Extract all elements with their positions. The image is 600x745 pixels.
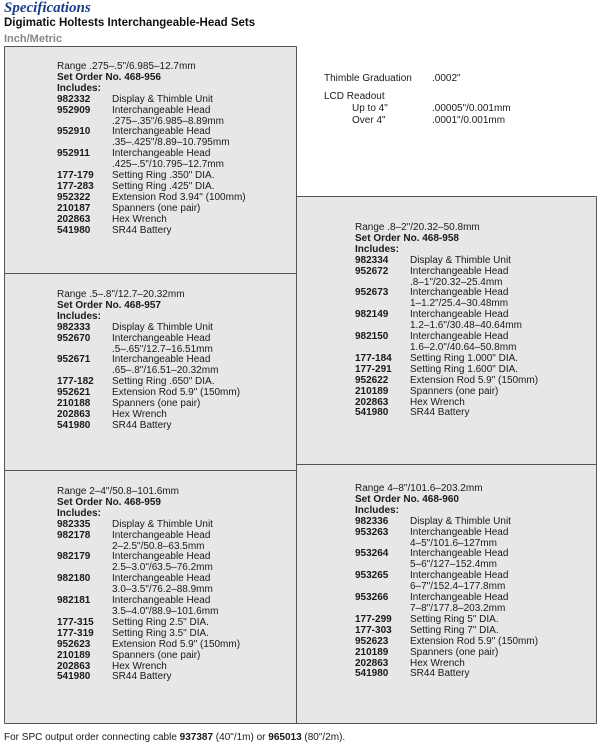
list-item — [355, 332, 591, 354]
list-item — [355, 376, 591, 387]
part-number: 952910 — [57, 126, 91, 138]
set-range: Range .8–2"/20.32–50.8mm — [355, 222, 480, 233]
description-line: .5–.65"/12.7–16.51mm — [112, 343, 213, 355]
set-468-957 — [57, 290, 293, 432]
description-line: Display & Thimble Unit — [410, 515, 511, 527]
description-line: .65–.8"/16.51–20.32mm — [112, 365, 219, 377]
list-item — [57, 355, 293, 377]
lcd-value: .00005"/0.001mm — [432, 103, 511, 114]
part-number: 202863 — [57, 660, 91, 672]
description-line: Interchangeable Head — [112, 126, 211, 138]
lcd-value: .0001"/0.001mm — [432, 115, 506, 126]
description-line: Setting Ring .350" DIA. — [112, 170, 215, 182]
part-description — [112, 651, 293, 662]
part-number: 982178 — [57, 529, 91, 541]
description-line: Interchangeable Head — [410, 570, 509, 582]
list-item — [57, 672, 293, 683]
part-description — [112, 640, 293, 651]
set-range: Range 4–8"/101.6–203.2mm — [355, 483, 483, 494]
part-description — [112, 127, 293, 149]
cable-part-1: 937387 — [179, 732, 214, 743]
part-number: 177-283 — [57, 180, 94, 192]
description-line: SR44 Battery — [410, 407, 470, 419]
set-order-number: Set Order No. 468-958 — [355, 232, 459, 244]
part-number: 982335 — [57, 518, 91, 530]
part-description — [410, 669, 591, 680]
part-description — [410, 332, 591, 354]
description-line: Setting Ring 5" DIA. — [410, 613, 499, 625]
part-number: 210189 — [355, 385, 389, 397]
description-line: Display & Thimble Unit — [410, 254, 511, 266]
part-number: 210187 — [57, 202, 91, 214]
set-468-956 — [57, 62, 293, 237]
includes-label: Includes: — [57, 507, 101, 519]
part-number: 953264 — [355, 548, 389, 560]
part-number: 177-179 — [57, 170, 94, 182]
description-line: .425–.5"/10.795–12.7mm — [112, 159, 224, 171]
list-item — [57, 215, 293, 226]
part-number: 982149 — [355, 309, 389, 321]
list-item — [57, 574, 293, 596]
list-item — [57, 531, 293, 553]
part-description — [112, 106, 293, 128]
description-line: Interchangeable Head — [112, 148, 211, 160]
description-line: Setting Ring 2.5" DIA. — [112, 616, 209, 628]
list-item — [57, 651, 293, 662]
units-label: Inch/Metric — [4, 33, 63, 45]
description-line: Setting Ring 1.000" DIA. — [410, 352, 519, 364]
description-line: SR44 Battery — [112, 419, 172, 431]
description-line: Hex Wrench — [112, 660, 167, 672]
part-number: 541980 — [355, 407, 389, 419]
list-item — [355, 267, 591, 289]
description-line: 1.2–1.6"/30.48–40.64mm — [410, 320, 522, 332]
description-line: 5–6"/127–152.4mm — [410, 559, 497, 571]
part-description — [410, 549, 591, 571]
part-number: 541980 — [57, 671, 91, 683]
set-468-960 — [355, 484, 591, 680]
part-number: 952670 — [57, 332, 91, 344]
part-number: 177-291 — [355, 363, 392, 375]
set-468-958 — [355, 223, 591, 419]
part-description — [112, 149, 293, 171]
description-line: 2–2.5"/50.8–63.5mm — [112, 540, 205, 552]
description-line: SR44 Battery — [112, 224, 172, 236]
footnote — [4, 732, 345, 743]
description-line: 4–5"/101.6–127mm — [410, 537, 497, 549]
part-number: 177-182 — [57, 376, 94, 388]
set-order-number: Set Order No. 468-960 — [355, 493, 459, 505]
includes-label: Includes: — [57, 82, 101, 94]
part-number: 202863 — [57, 408, 91, 420]
part-description — [112, 334, 293, 356]
part-number: 982179 — [57, 551, 91, 563]
part-description — [410, 376, 591, 387]
part-description — [112, 95, 293, 106]
footnote-text: (80"/2m). — [301, 732, 346, 743]
part-description — [112, 552, 293, 574]
part-number: 177-319 — [57, 627, 94, 639]
part-number: 952623 — [57, 638, 91, 650]
description-line: Setting Ring 7" DIA. — [410, 624, 499, 636]
list-item — [355, 571, 591, 593]
description-line: Display & Thimble Unit — [112, 321, 213, 333]
part-description — [410, 648, 591, 659]
list-item — [57, 323, 293, 334]
list-item — [57, 334, 293, 356]
part-description — [112, 574, 293, 596]
footnote-text: (40"/1m) or — [213, 732, 269, 743]
description-line: Extension Rod 5.9" (150mm) — [112, 387, 241, 399]
description-line: Spanners (one pair) — [410, 646, 499, 658]
list-item — [57, 127, 293, 149]
part-description — [410, 288, 591, 310]
description-line: Hex Wrench — [112, 408, 167, 420]
page-title: Specifications — [4, 0, 91, 16]
description-line: Setting Ring .650" DIA. — [112, 376, 215, 388]
list-item — [57, 552, 293, 574]
part-number: 982334 — [355, 254, 389, 266]
list-item — [57, 662, 293, 673]
set-order-number: Set Order No. 468-956 — [57, 71, 161, 83]
list-item — [355, 517, 591, 528]
part-number: 952322 — [57, 191, 91, 203]
part-number: 982332 — [57, 93, 91, 105]
list-item — [57, 95, 293, 106]
thimble-label: Thimble Graduation — [324, 73, 412, 84]
lcd-sublabel: Up to 4" — [352, 103, 388, 114]
part-number: 177-303 — [355, 624, 392, 636]
cable-part-2: 965013 — [268, 732, 302, 743]
description-line: Spanners (one pair) — [112, 398, 201, 410]
specifications-block — [324, 73, 511, 127]
description-line: Setting Ring 3.5" DIA. — [112, 627, 209, 639]
lcd-sublabel: Over 4" — [352, 115, 386, 126]
part-number: 177-315 — [57, 616, 94, 628]
part-number: 982180 — [57, 573, 91, 585]
description-line: 6–7"/152.4–177.8mm — [410, 581, 506, 593]
description-line: Hex Wrench — [112, 213, 167, 225]
part-description — [112, 226, 293, 237]
footnote-text: For SPC output order connecting cable — [4, 732, 180, 743]
description-line: Interchangeable Head — [410, 331, 509, 343]
list-item — [355, 659, 591, 670]
description-line: Extension Rod 3.94" (100mm) — [112, 191, 246, 203]
part-number: 952673 — [355, 287, 389, 299]
list-item — [57, 421, 293, 432]
list-item — [57, 640, 293, 651]
part-number: 953265 — [355, 570, 389, 582]
description-line: Spanners (one pair) — [112, 202, 201, 214]
description-line: 2.5–3.0"/63.5–76.2mm — [112, 562, 213, 574]
list-item — [355, 398, 591, 409]
description-line: Interchangeable Head — [410, 287, 509, 299]
description-line: Extension Rod 5.9" (150mm) — [410, 635, 539, 647]
set-range: Range .5–.8"/12.7–20.32mm — [57, 289, 185, 300]
list-item — [355, 310, 591, 332]
list-item — [57, 149, 293, 171]
product-heading: Digimatic Holtests Interchangeable-Head Sets — [4, 17, 256, 29]
description-line: Interchangeable Head — [410, 548, 509, 560]
list-item — [57, 204, 293, 215]
description-line: Interchangeable Head — [410, 265, 509, 277]
includes-label: Includes: — [355, 243, 399, 255]
description-line: .8–1"/20.32–25.4mm — [410, 276, 503, 288]
list-item — [355, 528, 591, 550]
lcd-row-up-to-4 — [324, 103, 511, 115]
part-description — [410, 267, 591, 289]
part-number: 982333 — [57, 321, 91, 333]
part-description — [410, 637, 591, 648]
description-line: Interchangeable Head — [410, 526, 509, 538]
list-item — [355, 408, 591, 419]
lcd-label: LCD Readout — [324, 91, 385, 102]
part-description — [112, 596, 293, 618]
description-line: Interchangeable Head — [112, 573, 211, 585]
part-number: 952911 — [57, 148, 90, 160]
description-line: Interchangeable Head — [112, 104, 211, 116]
list-item — [355, 669, 591, 680]
part-description — [112, 355, 293, 377]
description-line: .275–.35"/6.985–8.89mm — [112, 115, 224, 127]
description-line: SR44 Battery — [112, 671, 172, 683]
part-number: 953263 — [355, 526, 389, 538]
part-number: 177-184 — [355, 352, 392, 364]
part-number: 982336 — [355, 515, 389, 527]
part-number: 202863 — [57, 213, 91, 225]
part-description — [410, 571, 591, 593]
part-description — [112, 672, 293, 683]
description-line: 7–8"/177.8–203.2mm — [410, 602, 506, 614]
part-number: 202863 — [355, 657, 389, 669]
description-line: Spanners (one pair) — [112, 649, 201, 661]
description-line: Interchangeable Head — [112, 595, 211, 607]
part-description — [112, 421, 293, 432]
description-line: Interchangeable Head — [112, 354, 211, 366]
description-line: Display & Thimble Unit — [112, 518, 213, 530]
includes-label: Includes: — [57, 310, 101, 322]
set-468-959 — [57, 487, 293, 683]
part-description — [410, 256, 591, 267]
description-line: Interchangeable Head — [112, 551, 211, 563]
description-line: 3.5–4.0"/88.9–101.6mm — [112, 605, 219, 617]
part-description — [410, 387, 591, 398]
part-number: 952671 — [57, 354, 91, 366]
part-number: 982150 — [355, 331, 389, 343]
description-line: 1.6–2.0"/40.64–50.8mm — [410, 341, 517, 353]
part-description — [112, 531, 293, 553]
part-number: 202863 — [355, 396, 389, 408]
part-number: 952621 — [57, 387, 91, 399]
set-range: Range .275–.5"/6.985–12.7mm — [57, 61, 196, 72]
list-item — [355, 549, 591, 571]
part-description — [410, 517, 591, 528]
part-description — [112, 520, 293, 531]
part-description — [410, 593, 591, 615]
list-item — [355, 256, 591, 267]
list-item — [355, 637, 591, 648]
list-item — [57, 410, 293, 421]
description-line: Hex Wrench — [410, 396, 465, 408]
description-line: Interchangeable Head — [112, 332, 211, 344]
list-item — [57, 596, 293, 618]
description-line: Extension Rod 5.9" (150mm) — [410, 374, 539, 386]
description-line: 1–1.2"/25.4–30.48mm — [410, 298, 509, 310]
part-description — [112, 323, 293, 334]
set-order-number: Set Order No. 468-957 — [57, 299, 161, 311]
list-item — [57, 399, 293, 410]
set-order-number: Set Order No. 468-959 — [57, 496, 161, 508]
part-description — [112, 215, 293, 226]
part-number: 541980 — [57, 224, 91, 236]
description-line: Setting Ring .425" DIA. — [112, 180, 215, 192]
part-description — [410, 408, 591, 419]
description-line: Extension Rod 5.9" (150mm) — [112, 638, 241, 650]
list-item — [355, 593, 591, 615]
part-description — [410, 528, 591, 550]
list-item — [57, 226, 293, 237]
list-item — [355, 387, 591, 398]
includes-label: Includes: — [355, 504, 399, 516]
list-item — [355, 648, 591, 659]
lcd-row — [324, 91, 511, 103]
part-number: 210189 — [355, 646, 389, 658]
thimble-value: .0002" — [432, 73, 461, 84]
description-line: .35–.425"/8.89–10.795mm — [112, 137, 230, 149]
description-line: Interchangeable Head — [410, 592, 509, 604]
thimble-row — [324, 73, 511, 85]
part-number: 210189 — [57, 649, 91, 661]
lcd-row-over-4 — [324, 115, 511, 127]
description-line: Setting Ring 1.600" DIA. — [410, 363, 519, 375]
part-number: 177-299 — [355, 613, 392, 625]
part-number: 982181 — [57, 595, 91, 607]
part-number: 210188 — [57, 398, 91, 410]
description-line: Spanners (one pair) — [410, 385, 499, 397]
list-item — [355, 288, 591, 310]
description-line: Hex Wrench — [410, 657, 465, 669]
description-line: Display & Thimble Unit — [112, 93, 213, 105]
description-line: Interchangeable Head — [112, 529, 211, 541]
part-number: 953266 — [355, 592, 389, 604]
part-number: 541980 — [355, 668, 389, 680]
description-line: Interchangeable Head — [410, 309, 509, 321]
part-description — [410, 310, 591, 332]
part-number: 952672 — [355, 265, 389, 277]
part-number: 952909 — [57, 104, 91, 116]
part-number: 952623 — [355, 635, 389, 647]
list-item — [57, 520, 293, 531]
part-number: 952622 — [355, 374, 389, 386]
description-line: SR44 Battery — [410, 668, 470, 680]
part-number: 541980 — [57, 419, 91, 431]
set-range: Range 2–4"/50.8–101.6mm — [57, 486, 179, 497]
list-item — [57, 106, 293, 128]
description-line: 3.0–3.5"/76.2–88.9mm — [112, 584, 213, 596]
